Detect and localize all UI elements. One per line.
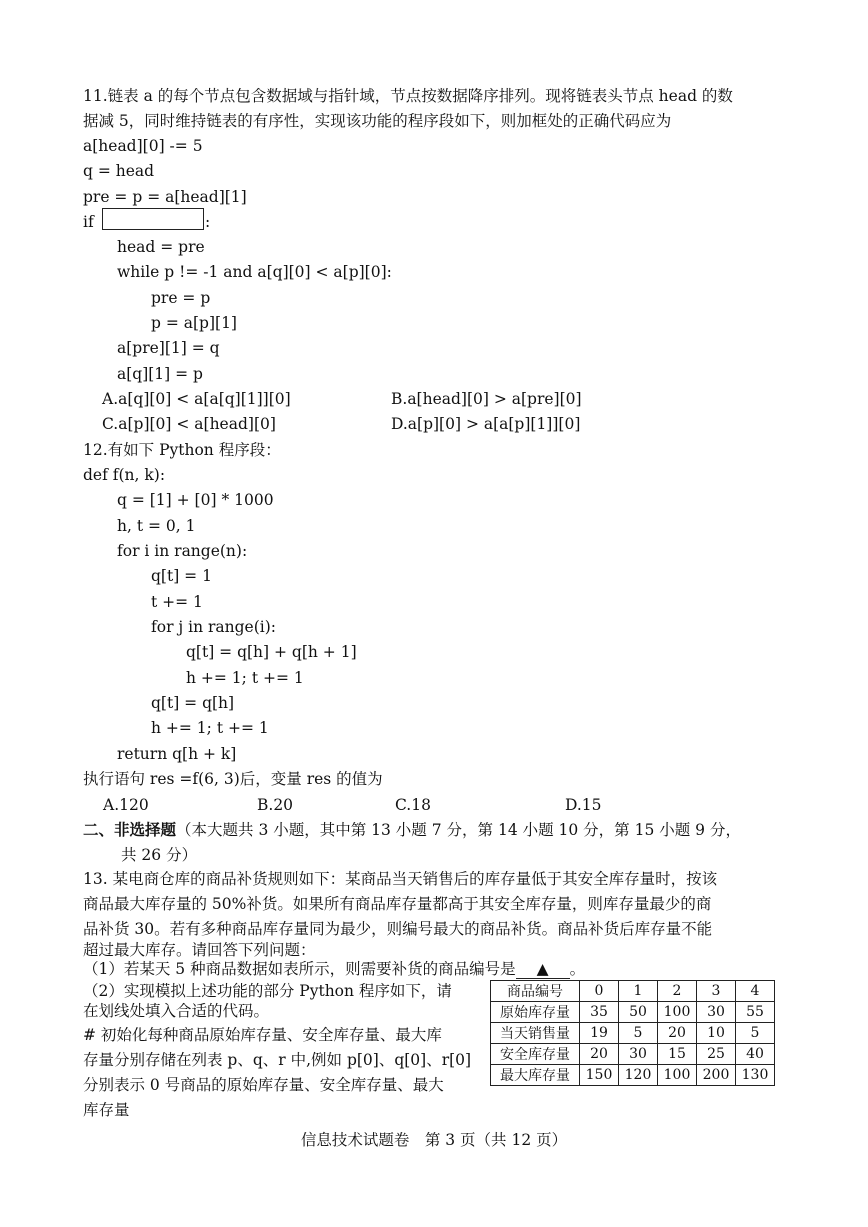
q13-part2-line: （2）实现模拟上述功能的部分 Python 程序如下，请 [83,982,452,1000]
table-cell: 15 [658,1044,697,1065]
q11-code-line: p = a[p][1] [151,314,237,332]
table-cell: 30 [619,1044,658,1065]
table-cell: 原始库存量 [491,1002,580,1023]
section2-desc-cont: 共 26 分） [121,846,198,864]
table-cell: 100 [658,1002,697,1023]
q13-stem-line: 超过最大库存。请回答下列问题： [83,941,316,959]
table-cell: 130 [736,1065,775,1086]
table-cell: 35 [580,1002,619,1023]
table-row [491,1002,775,1023]
table-cell: 安全库存量 [491,1044,580,1065]
q13-part2-line: 库存量 [83,1101,130,1119]
q11-code-line: pre = p = a[head][1] [83,188,247,206]
section2-desc: （本大题共 3 小题，其中第 13 小题 7 分，第 14 小题 10 分，第 15 小题 9 分， [176,821,741,839]
q11-option-d: D.a[p][0] > a[a[p][1]][0] [391,415,581,433]
q12-code-line: t += 1 [151,593,203,611]
table-cell: 200 [697,1065,736,1086]
table-row [491,1044,775,1065]
stock-table [490,980,775,1086]
q13-part1-text: （1）若某天 5 种商品数据如表所示，则需要补货的商品编号是 [83,960,516,978]
q13-stem-line: 商品最大库存量的 50%补货。如果所有商品库存量都高于其安全库存量，则库存量最少的商 [83,895,712,913]
q11-code-line: q = head [83,162,155,180]
q12-code-line: h += 1; t += 1 [151,719,269,737]
table-cell: 商品编号 [491,981,580,1002]
table-row [491,1065,775,1086]
q11-code-line: a[pre][1] = q [117,339,220,357]
q12-code-line: q = [1] + [0] * 1000 [117,491,274,509]
q13-part1 [83,959,585,979]
q12-code-line: def f(n, k): [83,466,166,484]
q11-code-line: a[q][1] = p [117,365,203,383]
table-cell: 100 [658,1065,697,1086]
table-cell: 2 [658,981,697,1002]
q11-code-line: a[head][0] -= 5 [83,137,203,155]
page-footer: 信息技术试题卷 第 3 页（共 12 页） [300,1131,568,1149]
section2-heading [83,820,741,840]
q13-part2-line: 存量分别存储在列表 p、q、r 中,例如 p[0]、q[0]、r[0] [83,1051,472,1069]
q11-code-line: pre = p [151,289,211,307]
q11-stem-line1: 11.链表 a 的每个节点包含数据域与指针域，节点按数据降序排列。现将链表头节点 head 的数 [83,87,733,105]
table-cell: 0 [580,981,619,1002]
q11-stem-line2: 据减 5，同时维持链表的有序性，实现该功能的程序段如下，则加框处的正确代码应为 [83,112,672,130]
section2-title: 二、非选择题 [83,820,177,839]
q11-code-line: if [83,213,94,231]
q13-part1-end: 。 [569,960,586,978]
q12-code-line: q[t] = q[h] [151,694,235,712]
table-cell: 55 [736,1002,775,1023]
table-cell: 150 [580,1065,619,1086]
table-cell: 10 [697,1023,736,1044]
table-cell: 20 [580,1044,619,1065]
q12-code-line: return q[h + k] [117,745,237,763]
q12-code-line: q[t] = 1 [151,567,212,585]
answer-box [102,208,204,230]
q11-option-c: C.a[p][0] < a[head][0] [102,415,276,433]
q12-option-c: C.18 [395,796,431,814]
q12-stem: 12.有如下 Python 程序段： [83,441,281,459]
table-cell: 19 [580,1023,619,1044]
q13-stem-line: 13. 某电商仓库的商品补货规则如下：某商品当天销售后的库存量低于其安全库存量时，按该 [83,870,718,888]
q12-option-a: A.120 [103,796,149,814]
table-cell: 最大库存量 [491,1065,580,1086]
table-cell: 20 [658,1023,697,1044]
q13-part2-line: 在划线处填入合适的代码。 [83,1002,270,1020]
table-row [491,1023,775,1044]
q12-option-d: D.15 [565,796,602,814]
table-cell: 5 [736,1023,775,1044]
q12-question: 执行语句 res =f(6, 3)后，变量 res 的值为 [83,770,383,788]
table-header-row [491,981,775,1002]
table-cell: 30 [697,1002,736,1023]
table-cell: 3 [697,981,736,1002]
q13-part2-line: 分别表示 0 号商品的原始库存量、安全库存量、最大 [83,1076,444,1094]
if-colon: : [205,213,211,231]
answer-blank: ▲ [516,960,570,979]
table-cell: 当天销售量 [491,1023,580,1044]
q11-code-line: while p != -1 and a[q][0] < a[p][0]: [117,263,392,281]
table-cell: 4 [736,981,775,1002]
table-cell: 120 [619,1065,658,1086]
q12-code-line: for i in range(n): [117,542,248,560]
q12-code-line: q[t] = q[h] + q[h + 1] [186,643,357,661]
q13-part2-line: # 初始化每种商品原始库存量、安全库存量、最大库 [83,1026,442,1044]
q11-option-a: A.a[q][0] < a[a[q][1]][0] [102,390,291,408]
table-cell: 25 [697,1044,736,1065]
table-cell: 1 [619,981,658,1002]
q12-code-line: h += 1; t += 1 [186,669,304,687]
table-cell: 5 [619,1023,658,1044]
q12-code-line: for j in range(i): [151,618,277,636]
q11-code-line: head = pre [117,238,205,256]
table-cell: 40 [736,1044,775,1065]
q11-option-b: B.a[head][0] > a[pre][0] [391,390,582,408]
q13-stem-line: 品补货 30。若有多种商品库存量同为最少，则编号最大的商品补货。商品补货后库存量不能 [83,920,713,938]
q12-option-b: B.20 [257,796,294,814]
q12-code-line: h, t = 0, 1 [117,517,196,535]
table-cell: 50 [619,1002,658,1023]
